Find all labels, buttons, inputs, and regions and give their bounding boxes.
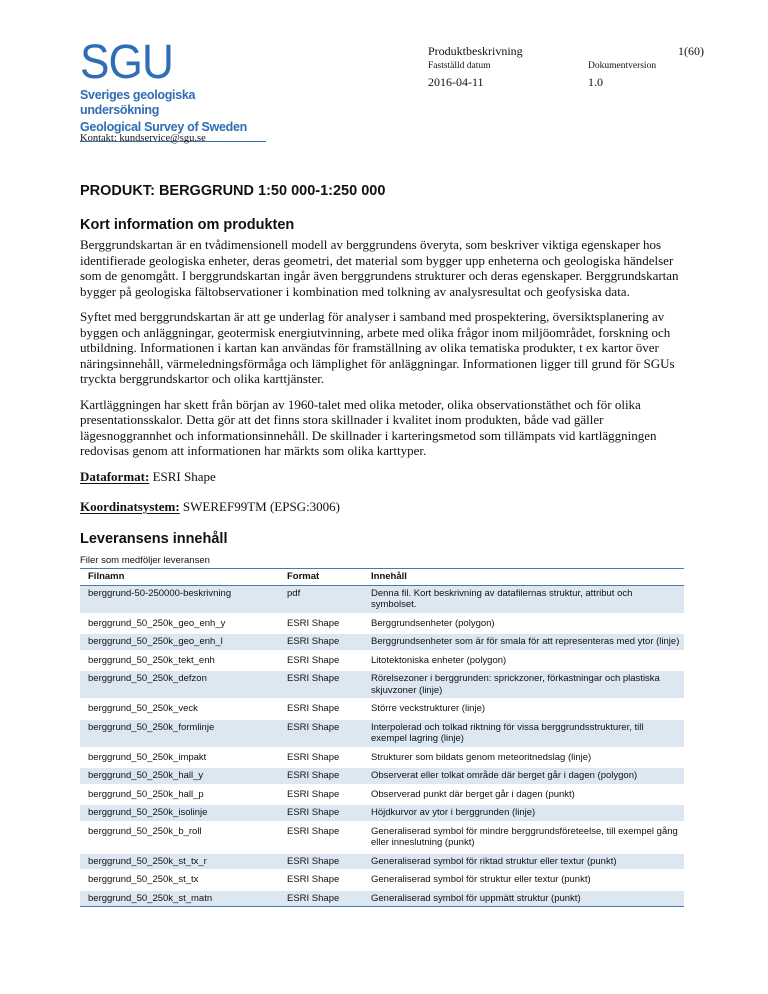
table-row [80, 748, 684, 767]
table-row [80, 767, 684, 786]
format-cell: ESRI Shape [279, 852, 363, 871]
content-cell: Generaliserad symbol för struktur eller textur (punkt) [363, 871, 684, 890]
format-cell: ESRI Shape [279, 651, 363, 670]
content-cell: Interpolerad och tolkad riktning för vissa berggrundsstrukturer, till exempel lagring (linje) [363, 718, 684, 748]
date-value: 2016-04-11 [428, 75, 484, 89]
paragraph: Berggrundskartan är en tvådimensionell modell av berggrundens överyta, som beskriver viktiga egenskaper hos identifierade geologiska enheter, deras geometri, det material som bygger upp enheterna och geologiska händelser som de genomgått. I berggrundskartan ingår även berggrundens strukturer och deras egenskaper. Berggrundskartan bygger på geologiska fältobservationer i kombination med tolkning av analysresultat och geofysiska data. [80, 237, 679, 299]
page-number: 1(60) [678, 44, 704, 58]
column-header: Innehåll [363, 568, 684, 585]
dataformat-line [80, 469, 688, 485]
format-cell: ESRI Shape [279, 767, 363, 786]
main-content [80, 183, 688, 907]
content-cell: Litotektoniska enheter (polygon) [363, 651, 684, 670]
file-name-cell: berggrund_50_250k_veck [80, 700, 279, 719]
date-label: Fastställd datum [428, 61, 491, 71]
file-name-cell: berggrund_50_250k_geo_enh_y [80, 614, 279, 633]
content-cell: Strukturer som bildats genom meteoritnedslag (linje) [363, 748, 684, 767]
crs-label: Koordinatsystem: [80, 498, 180, 514]
format-cell: ESRI Shape [279, 633, 363, 652]
section-heading-delivery: Leveransens innehåll [80, 530, 228, 547]
file-name-cell: berggrund_50_250k_st_tx_r [80, 852, 279, 871]
content-cell: Denna fil. Kort beskrivning av datafilernas struktur, attribut och symbolset. [363, 585, 684, 614]
content-cell: Rörelsezoner i berggrunden: sprickzoner, förkastningar och plastiska skjuvzoner (linje) [363, 670, 684, 700]
format-cell: pdf [279, 585, 363, 614]
file-name-cell: berggrund_50_250k_hall_p [80, 785, 279, 804]
version-value: 1.0 [588, 75, 603, 89]
crs-value: SWEREF99TM (EPSG:3006) [179, 498, 341, 514]
format-cell: ESRI Shape [279, 889, 363, 907]
content-cell: Berggrundsenheter (polygon) [363, 614, 684, 633]
table-row [80, 852, 684, 871]
content-cell: Berggrundsenheter som är för smala för att representeras med ytor (linje) [363, 633, 684, 652]
content-cell: Generaliserad symbol för mindre berggrundsföreteelse, till exempel gång eller inneslutning (punkt) [363, 822, 684, 852]
file-table [80, 568, 684, 908]
content-cell: Större veckstrukturer (linje) [363, 700, 684, 719]
table-row [80, 889, 684, 907]
file-name-cell: berggrund_50_250k_formlinje [80, 718, 279, 748]
section-heading-info: Kort information om produkten [80, 217, 295, 233]
table-header-row [80, 568, 684, 585]
format-cell: ESRI Shape [279, 670, 363, 700]
file-name-cell: berggrund_50_250k_tekt_enh [80, 651, 279, 670]
format-cell: ESRI Shape [279, 822, 363, 852]
sgu-logo [80, 36, 270, 142]
table-row [80, 633, 684, 652]
file-name-cell: berggrund_50_250k_hall_y [80, 767, 279, 786]
format-cell: ESRI Shape [279, 871, 363, 890]
file-name-cell: berggrund_50_250k_b_roll [80, 822, 279, 852]
column-header: Filnamn [80, 568, 279, 585]
content-cell: Generaliserad symbol för riktad struktur eller textur (punkt) [363, 852, 684, 871]
paragraph: Syftet med berggrundskartan är att ge underlag för analyser i samband med prospektering, översiktsplanering av byggen och anläggningar, geotermisk energiutvinning, arbete med olika frågor inom miljöområdet, forskning och utbildning. Informationen i kartan kan användas för framställning av olika tematiska produkter, t ex kartor över näringsinnehåll, värmeledningsförmåga och lämplighet för anläggningar. Informationen ligger till grund för SGUs tryckta berggrundskartor och olika karttjänster. [80, 309, 675, 386]
document-type: Produktbeskrivning [428, 44, 523, 58]
logo-name-english: Geological Survey of Sweden [80, 120, 247, 134]
format-cell: ESRI Shape [279, 718, 363, 748]
table-row [80, 822, 684, 852]
format-cell: ESRI Shape [279, 748, 363, 767]
logo-name-swedish: Sveriges geologiska undersökning [80, 88, 196, 117]
format-cell: ESRI Shape [279, 785, 363, 804]
dataformat-value: ESRI Shape [149, 468, 216, 484]
table-row [80, 585, 684, 614]
crs-line [80, 499, 688, 515]
table-row [80, 785, 684, 804]
content-cell: Observerad punkt där berget går i dagen (punkt) [363, 785, 684, 804]
file-name-cell: berggrund_50_250k_st_tx [80, 871, 279, 890]
contact-info: Kontakt: kundservice@sgu.se [80, 133, 206, 144]
version-label: Dokumentversion [588, 61, 657, 71]
format-cell: ESRI Shape [279, 804, 363, 823]
logo-wordmark: SGU [80, 36, 173, 89]
table-row [80, 700, 684, 719]
content-cell: Generaliserad symbol för uppmätt struktur (punkt) [363, 889, 684, 907]
file-name-cell: berggrund_50_250k_impakt [80, 748, 279, 767]
table-row [80, 614, 684, 633]
table-row [80, 651, 684, 670]
page-title: PRODUKT: BERGGRUND 1:50 000-1:250 000 [80, 183, 386, 199]
file-name-cell: berggrund_50_250k_isolinje [80, 804, 279, 823]
content-cell: Observerat eller tolkat område där berget går i dagen (polygon) [363, 767, 684, 786]
file-name-cell: berggrund_50_250k_defzon [80, 670, 279, 700]
format-cell: ESRI Shape [279, 700, 363, 719]
table-row [80, 670, 684, 700]
table-row [80, 718, 684, 748]
file-name-cell: berggrund-50-250000-beskrivning [80, 585, 279, 614]
dataformat-label: Dataformat: [80, 468, 150, 484]
format-cell: ESRI Shape [279, 614, 363, 633]
paragraph: Kartläggningen har skett från början av 1960-talet med olika metoder, olika observationstäthet och för olika presentationsskalor. Detta gör att det finns stora skillnader i kvalitet inom produkten, både vad gäller lägesnoggrannhet och informationsinnehåll. De skillnader i karteringsmetod som tillämpats vid kartläggningen redovisas genom att informationen har märkts som olika karttyper. [80, 396, 657, 458]
content-cell: Höjdkurvor av ytor i berggrunden (linje) [363, 804, 684, 823]
table-row [80, 871, 684, 890]
table-caption: Filer som medföljer leveransen [80, 554, 210, 566]
column-header: Format [279, 568, 363, 585]
file-name-cell: berggrund_50_250k_st_matn [80, 889, 279, 907]
table-row [80, 804, 684, 823]
file-name-cell: berggrund_50_250k_geo_enh_l [80, 633, 279, 652]
